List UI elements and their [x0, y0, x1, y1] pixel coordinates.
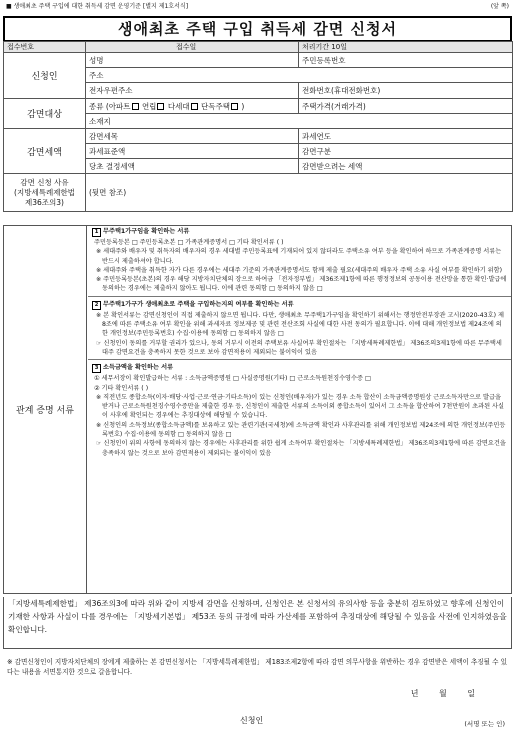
section-3-note-2[interactable]: ※ 신청인의 소득정보(종합소득금액)를 보유하고 있는 관련기관(국세청)에 소득금액 확인과 사후관리를 위해 개인정보법 제24조에 의한 개인정보(주민등록번호) 수집·이용에 동의함 □ 동의하지 않음 □: [96, 421, 506, 439]
section-1-note-1: ※ 세대주와 배우자 및 취득자의 배우자의 경우 세대별 주민등록표에 기재되어 있지 않더라도 주택소유 여부 등을 확인하여 하므로 가족관계증명 서류는 반드시 제출하셔야 합니다.: [96, 248, 502, 265]
section-2-note-2: ☞ 신청인이 동의를 거부할 권리가 있으나, 동의 거부시 이전의 주택보유 사실여부 확인절차는 「지방세특례제한법」 제36조의3제1항에 따른 무주택세대주 감면요건을 충족하지 못한 것으로 보아 감면적용이 제외되는 불이익이 있음: [96, 339, 502, 356]
housing-price-field[interactable]: 주택가격(거래가격): [299, 99, 513, 114]
date-line[interactable]: 년 월 일: [410, 689, 475, 698]
initial-tax-field[interactable]: 당초 결정세액: [86, 159, 299, 174]
processing-period: 처리기간 10일: [299, 42, 513, 53]
reason-label-line1: 감면 신청 사유: [20, 177, 69, 187]
section-3-note-3: ☞ 신청인이 위의 사항에 동의하지 않는 경우에는 사후관리를 위한 쉽게 소득여부 확인절차는 「지방세특례제한법」 제36조의3제1항에 따른 감면요건을 충족하지 않는 것으로 보아 감면적용이 제외되는 불이익이 있음: [96, 440, 506, 457]
proof-label: 관계 증명 서류: [4, 226, 87, 593]
section-1-options[interactable]: 주민등록등본 □ 주민등록초본 □ 가족관계증명서 □ 기타 확인서류 ( ): [94, 239, 284, 246]
location-field[interactable]: 소재지: [86, 114, 513, 129]
page-side: (앞 쪽): [490, 3, 509, 10]
type-option-detached: 단독주택: [200, 101, 230, 111]
rrn-field[interactable]: 주민등록번호: [299, 53, 513, 68]
form-table: [3, 41, 513, 212]
applicant-label: 신청인: [4, 53, 86, 99]
type-option-close: ): [241, 101, 245, 111]
phone-field[interactable]: 전화번호(휴대전화번호): [299, 83, 513, 99]
section-3-title: 소득금액을 확인하는 서류: [103, 364, 174, 372]
proof-content: [88, 226, 511, 593]
section-1-note-3[interactable]: ※ 주민등록등본(초본)의 경우 해당 지방자치단체의 장으로 하여금 「전자정부법」 제36조제1항에 따른 행정정보의 공동이용 전산망을 통한 확인·발급에 동의하는 경우에는 제출하지 않아도 됩니다. 이에 관련 동의함 □ 동의하지 않음 □: [96, 276, 507, 293]
section-2-number: 2: [92, 301, 101, 310]
tax-item-field[interactable]: 감면세목: [86, 129, 299, 144]
receipt-no-label: 접수번호: [4, 42, 86, 53]
housing-type-prefix: 종류 (아파트: [89, 101, 131, 111]
multifamily-checkbox[interactable]: [191, 103, 198, 110]
declaration-text: 「지방세특례제한법」 제36조의3에 따라 위와 같이 지방세 감면을 신청하며, 신청인은 본 신청서의 유의사항 등을 충분히 검토하였고 향후에 신청인이 기재한 사항과 사실이 다를 경우에는 「지방세기본법」 제53조 등의 규정에 따라 가산세를 포함하여 추징대상에 해당될 수 있음을 사전에 인지하였음을 확인합니다.: [3, 597, 512, 649]
reason-label-line2: (지방세특례제한법: [14, 187, 75, 197]
tax-year-field[interactable]: 과세연도: [299, 129, 513, 144]
section-3-note-1: ※ 직전년도 종합소득(이자·배당·사업·근로·연금·기타소득)이 있는 신청인(배우자)가 있는 경우 소득 합산이 소득금액증명원상 근로소득자만으로 발급을 받거나 근로소득원천징수영수증만을 제출한 경우 등, 신청인이 제출한 서류의 소득이외 종합소득이 있어서 그 소득을 합산하여 7천만원이 초과된 사실이 사후에 확인되는 경우에는 추징대상에 해당될 수 있습니다.: [96, 393, 504, 420]
tax-base-field[interactable]: 과세표준액: [86, 144, 299, 159]
email-field[interactable]: 전자우편주소: [86, 83, 299, 99]
signer-label: 신청인: [240, 716, 264, 725]
section-1-heading: [88, 226, 511, 238]
section-1-note-2: ※ 세대주와 주택을 취득한 자가 다른 경우에는 세대주 기준의 가족관계증명서도 함께 제출 필요(세대주의 배우자 주택 소유 사실 여부를 확인하기 위함): [96, 266, 503, 274]
detached-checkbox[interactable]: [231, 103, 238, 110]
section-2-title: 무주택1가구가 생애최초로 주택을 구입하는지의 여부를 확인하는 서류: [103, 300, 294, 308]
section-3-option-2[interactable]: ② 기타 확인서류 ( ): [94, 384, 149, 392]
requested-tax-field[interactable]: 감면받으려는 세액: [299, 159, 513, 174]
section-2-note-1[interactable]: ※ 본 확인서류는 감면신청인이 직접 제출하지 않으면 됩니다. 다만, 생애최초 무주택1가구임을 확인하기 위해서는 행정안전부장관 고시(2020-43호) 제8조에 따른 주택소유 여부 확인을 위해 과세자료 정보제공 및 관련 전산조회 사실에 대한 사전 동의가 필요합니다. 이에 대해 개인정보법 제24조에 의한 개인정보(주민등록번호) 수집·이용에 동의함 □ 동의하지 않음 □: [96, 311, 504, 338]
reduction-kind-field[interactable]: 감면구분: [299, 144, 513, 159]
target-label: 감면대상: [4, 99, 86, 129]
reason-label-line3: 제36조의3): [25, 197, 64, 207]
reason-value: (뒷면 참조): [86, 174, 513, 212]
form-header: [6, 2, 509, 12]
divider: [88, 359, 511, 360]
rowhouse-checkbox[interactable]: [157, 103, 164, 110]
section-3-number: 3: [92, 364, 101, 373]
section-2-heading: [88, 299, 511, 311]
tax-reduction-label: 감면세액: [4, 129, 86, 174]
proof-documents-section: [3, 225, 512, 594]
section-1-title: 무주택1가구임을 확인하는 서류: [103, 228, 190, 235]
notice-text: ※ 감면신청인이 지방자치단체의 장에게 제출하는 본 감면신청서는 「지방세특례제한법」 제183조제2항에 따라 감면 의무사항을 위반하는 경우 감면받은 세액이 추징될 수 있다는 내용을 서면통지한 것으로 갈음합니다.: [7, 658, 507, 676]
section-1-number: 1: [92, 228, 101, 237]
address-field[interactable]: 주소: [86, 68, 513, 83]
divider: [88, 296, 511, 297]
receipt-date-label: 접수일: [86, 42, 299, 53]
section-3-heading: [88, 362, 511, 374]
form-reference: ■ 생애최초 주택 구입에 대한 취득세 감면 운영기준 [별지 제1호서식]: [6, 3, 189, 10]
section-3-option-1[interactable]: ① 세무서장이 확인발급하는 서류 : 소득금액증명원 □ 사실증명원(기타) □ 근로소득원천징수영수증 □: [94, 375, 371, 383]
housing-type-field[interactable]: [86, 99, 299, 114]
type-option-multifamily: 다세대: [167, 101, 190, 111]
apartment-checkbox[interactable]: [132, 103, 139, 110]
name-field[interactable]: 성명: [86, 53, 299, 68]
signature-note[interactable]: (서명 또는 인): [464, 720, 505, 728]
reason-label: [4, 174, 86, 212]
form-title: 생애최초 주택 구입 취득세 감면 신청서: [3, 16, 512, 42]
type-option-rowhouse: 연립: [141, 101, 157, 111]
